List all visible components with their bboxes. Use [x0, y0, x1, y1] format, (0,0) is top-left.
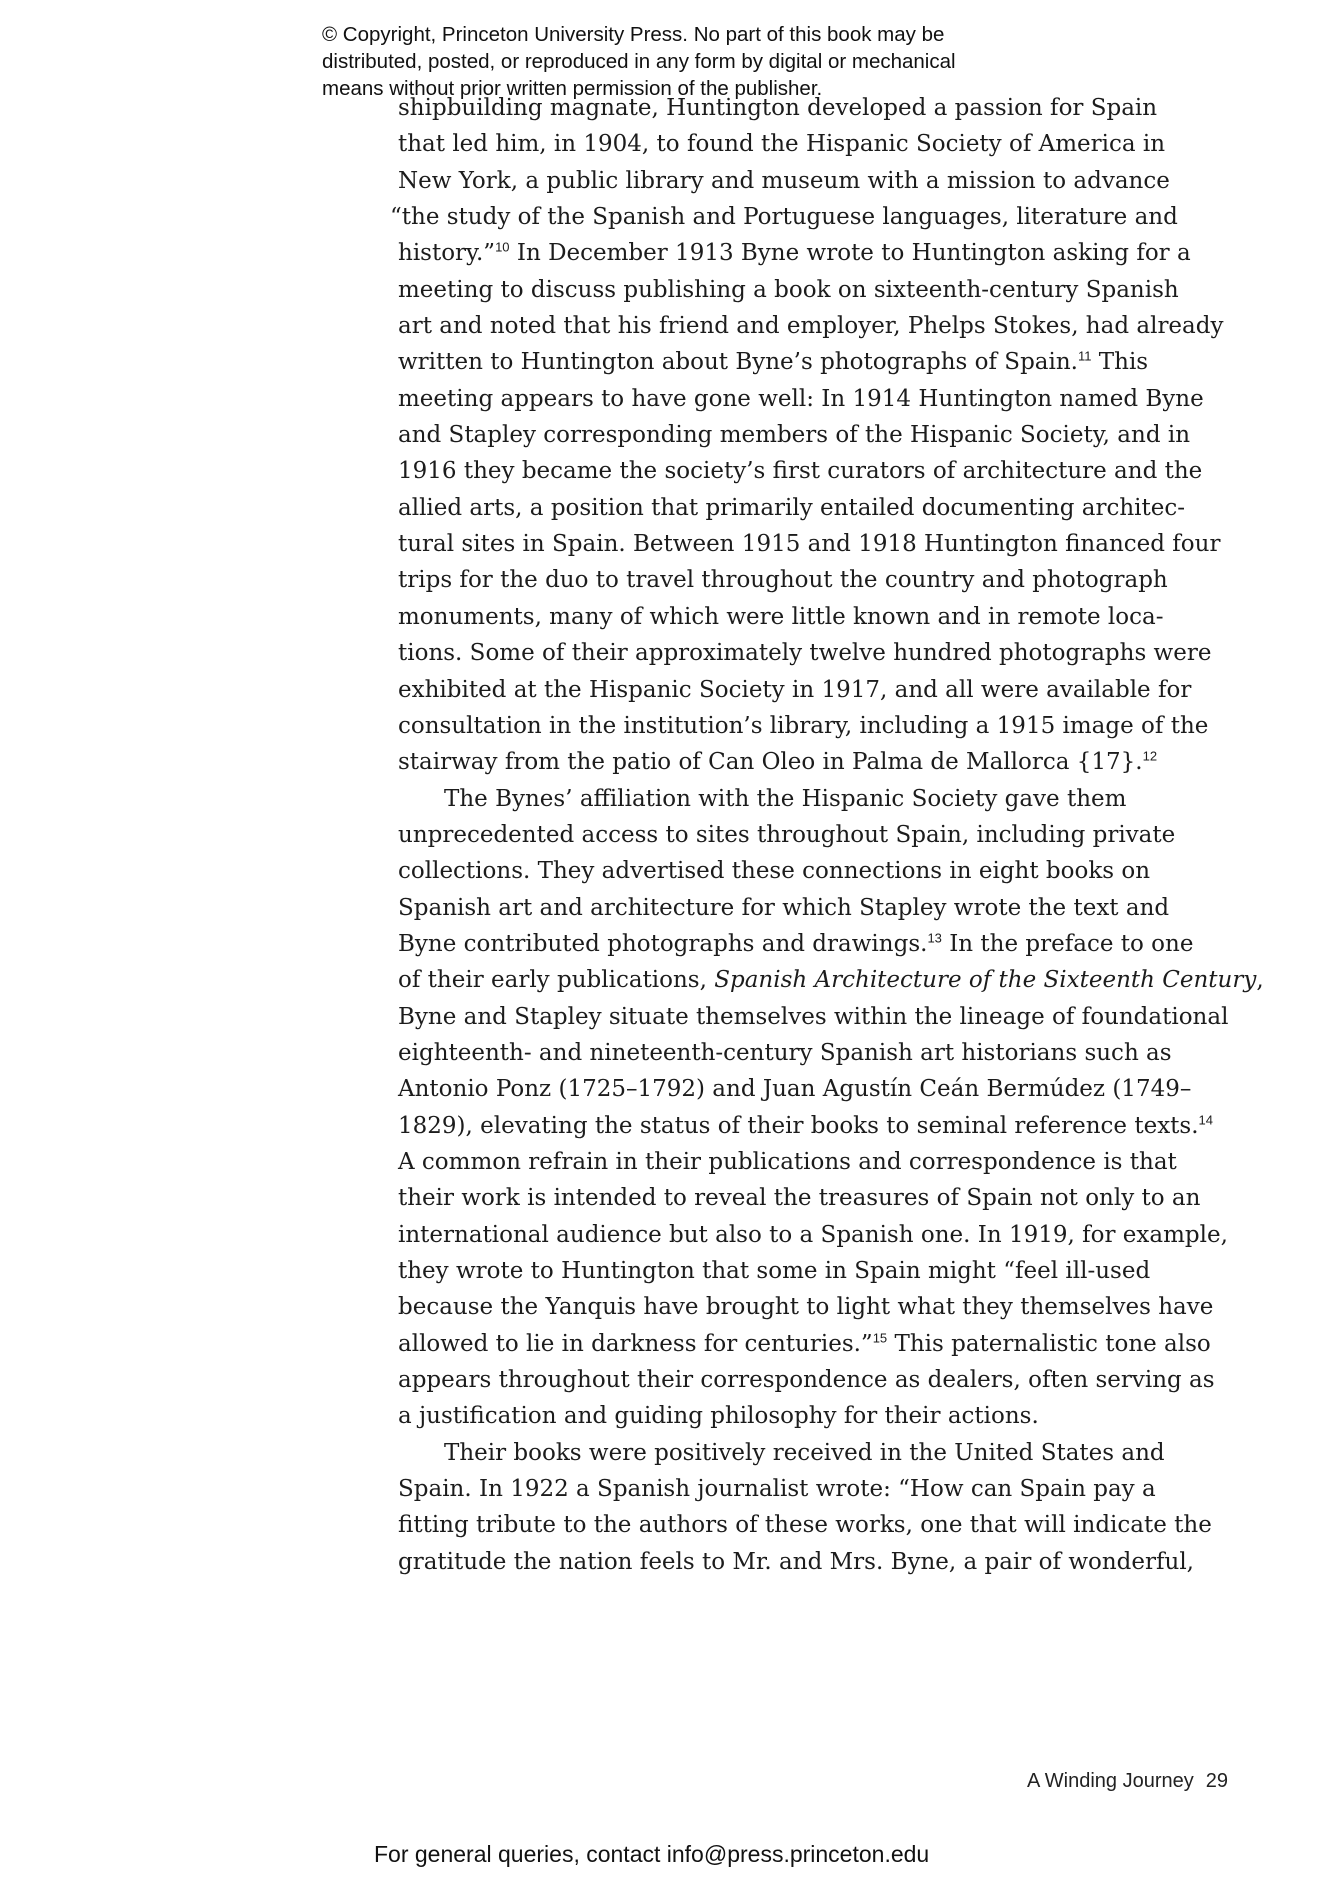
footnote-ref-15: 15 — [872, 1330, 888, 1346]
contact-line: For general queries, contact info@press.princeton.edu — [374, 1841, 930, 1867]
running-footer-title: A Winding Journey — [1026, 1770, 1194, 1792]
text-line: A common refrain in their publications and correspondence is that — [398, 1148, 1177, 1175]
text-line: Their books were positively received in the United States and — [444, 1439, 1165, 1466]
copyright-line-1: © Copyright, Princeton University Press. No part of this book may be — [322, 23, 945, 46]
text-line: New York, a public library and museum with a mission to advance — [398, 167, 1170, 194]
body-text — [390, 90, 1264, 1580]
text-line: fitting tribute to the authors of these works, one that will indicate the — [398, 1512, 1212, 1539]
text-line: written to Huntington about Byne’s photographs of Spain.$^{11}$ This — [398, 348, 1149, 376]
text-line: they wrote to Huntington that some in Spain might “feel ill-used — [398, 1258, 1151, 1284]
page-number: 29 — [1205, 1770, 1228, 1792]
footnote-ref-10: 10 — [495, 239, 510, 255]
running-footer — [1027, 1770, 1228, 1793]
text-line: unprecedented access to sites throughout Spain, including private — [398, 821, 1176, 848]
text-line: collections. They advertised these connections in eight books on — [398, 858, 1151, 885]
text-line: of their early publications, Spanish Architecture of the Sixteenth Century, — [398, 967, 1264, 994]
text-line: appears throughout their correspondence as dealers, often serving as — [398, 1367, 1215, 1394]
text-line: 1829), elevating the status of their books to seminal reference texts.$^{14}$ — [398, 1111, 1214, 1139]
text-line: their work is intended to reveal the treasures of Spain not only to an — [398, 1185, 1201, 1212]
text-line: 1916 they became the society’s first curators of architecture and the — [398, 458, 1203, 485]
footnote-ref-11: 11 — [1077, 348, 1092, 364]
footnote-ref-12: 12 — [1142, 748, 1158, 764]
text-line: because the Yanquis have brought to light what they themselves have — [398, 1294, 1214, 1321]
text-line: art and noted that his friend and employer, Phelps Stokes, had already — [398, 313, 1224, 340]
text-line: Antonio Ponz (1725–1792) and Juan Agustín Ceán Bermúdez (1749– — [398, 1076, 1192, 1103]
footnote-ref-13: 13 — [927, 930, 942, 946]
text-line: Byne and Stapley situate themselves within the lineage of foundational — [398, 1003, 1229, 1030]
text-line: consultation in the institution’s library, including a 1915 image of the — [398, 712, 1209, 739]
text-line: meeting appears to have gone well: In 1914 Huntington named Byne — [398, 385, 1204, 412]
text-line: history.”$^{10}$ In December 1913 Byne wrote to Huntington asking for a — [398, 239, 1191, 267]
text-line: tural sites in Spain. Between 1915 and 1918 Huntington financed four — [398, 531, 1221, 558]
text-line: a justification and guiding philosophy for their actions. — [398, 1403, 1039, 1430]
text-line: gratitude the nation feels to Mr. and Mrs. Byne, a pair of wonderful, — [398, 1548, 1194, 1575]
text-line: The Bynes’ affiliation with the Hispanic Society gave them — [444, 785, 1127, 812]
text-line: eighteenth- and nineteenth-century Spanish art historians such as — [398, 1039, 1172, 1066]
text-line: Byne contributed photographs and drawings.$^{13}$ In the preface to one — [398, 930, 1194, 957]
footnote-ref-14: 14 — [1198, 1111, 1214, 1127]
copyright-line-2: distributed, posted, or reproduced in any form by digital or mechanical — [322, 50, 956, 73]
text-line: allied arts, a position that primarily entailed documenting architec- — [398, 494, 1185, 521]
text-line: Spain. In 1922 a Spanish journalist wrote: “How can Spain pay a — [398, 1476, 1156, 1503]
text-line: monuments, many of which were little known and in remote loca- — [398, 603, 1164, 630]
text-line: that led him, in 1904, to found the Hispanic Society of America in — [398, 131, 1166, 158]
text-line: allowed to lie in darkness for centuries.”$^{15}$ This paternalistic tone also — [398, 1330, 1211, 1357]
copyright-line-3: means without prior written permission of the publisher. — [322, 77, 823, 100]
text-line: exhibited at the Hispanic Society in 1917, and all were available for — [398, 676, 1192, 703]
text-line: tions. Some of their approximately twelve hundred photographs were — [398, 640, 1212, 667]
text-line: shipbuilding magnate, Huntington developed a passion for Spain — [398, 95, 1158, 121]
text-line: “the study of the Spanish and Portuguese languages, literature and — [390, 204, 1178, 231]
text-line: and Stapley corresponding members of the Hispanic Society, and in — [398, 422, 1191, 449]
text-line: international audience but also to a Spanish one. In 1919, for example, — [398, 1221, 1228, 1248]
text-line: meeting to discuss publishing a book on sixteenth-century Spanish — [398, 276, 1179, 303]
book-title: Spanish Architecture of the Sixteenth Century — [714, 967, 1257, 994]
text-line: trips for the duo to travel throughout the country and photograph — [398, 567, 1168, 594]
text-line: Spanish art and architecture for which Stapley wrote the text and — [398, 894, 1170, 921]
text-line: stairway from the patio of Can Oleo in Palma de Mallorca {17}.$^{12}$ — [398, 748, 1158, 776]
